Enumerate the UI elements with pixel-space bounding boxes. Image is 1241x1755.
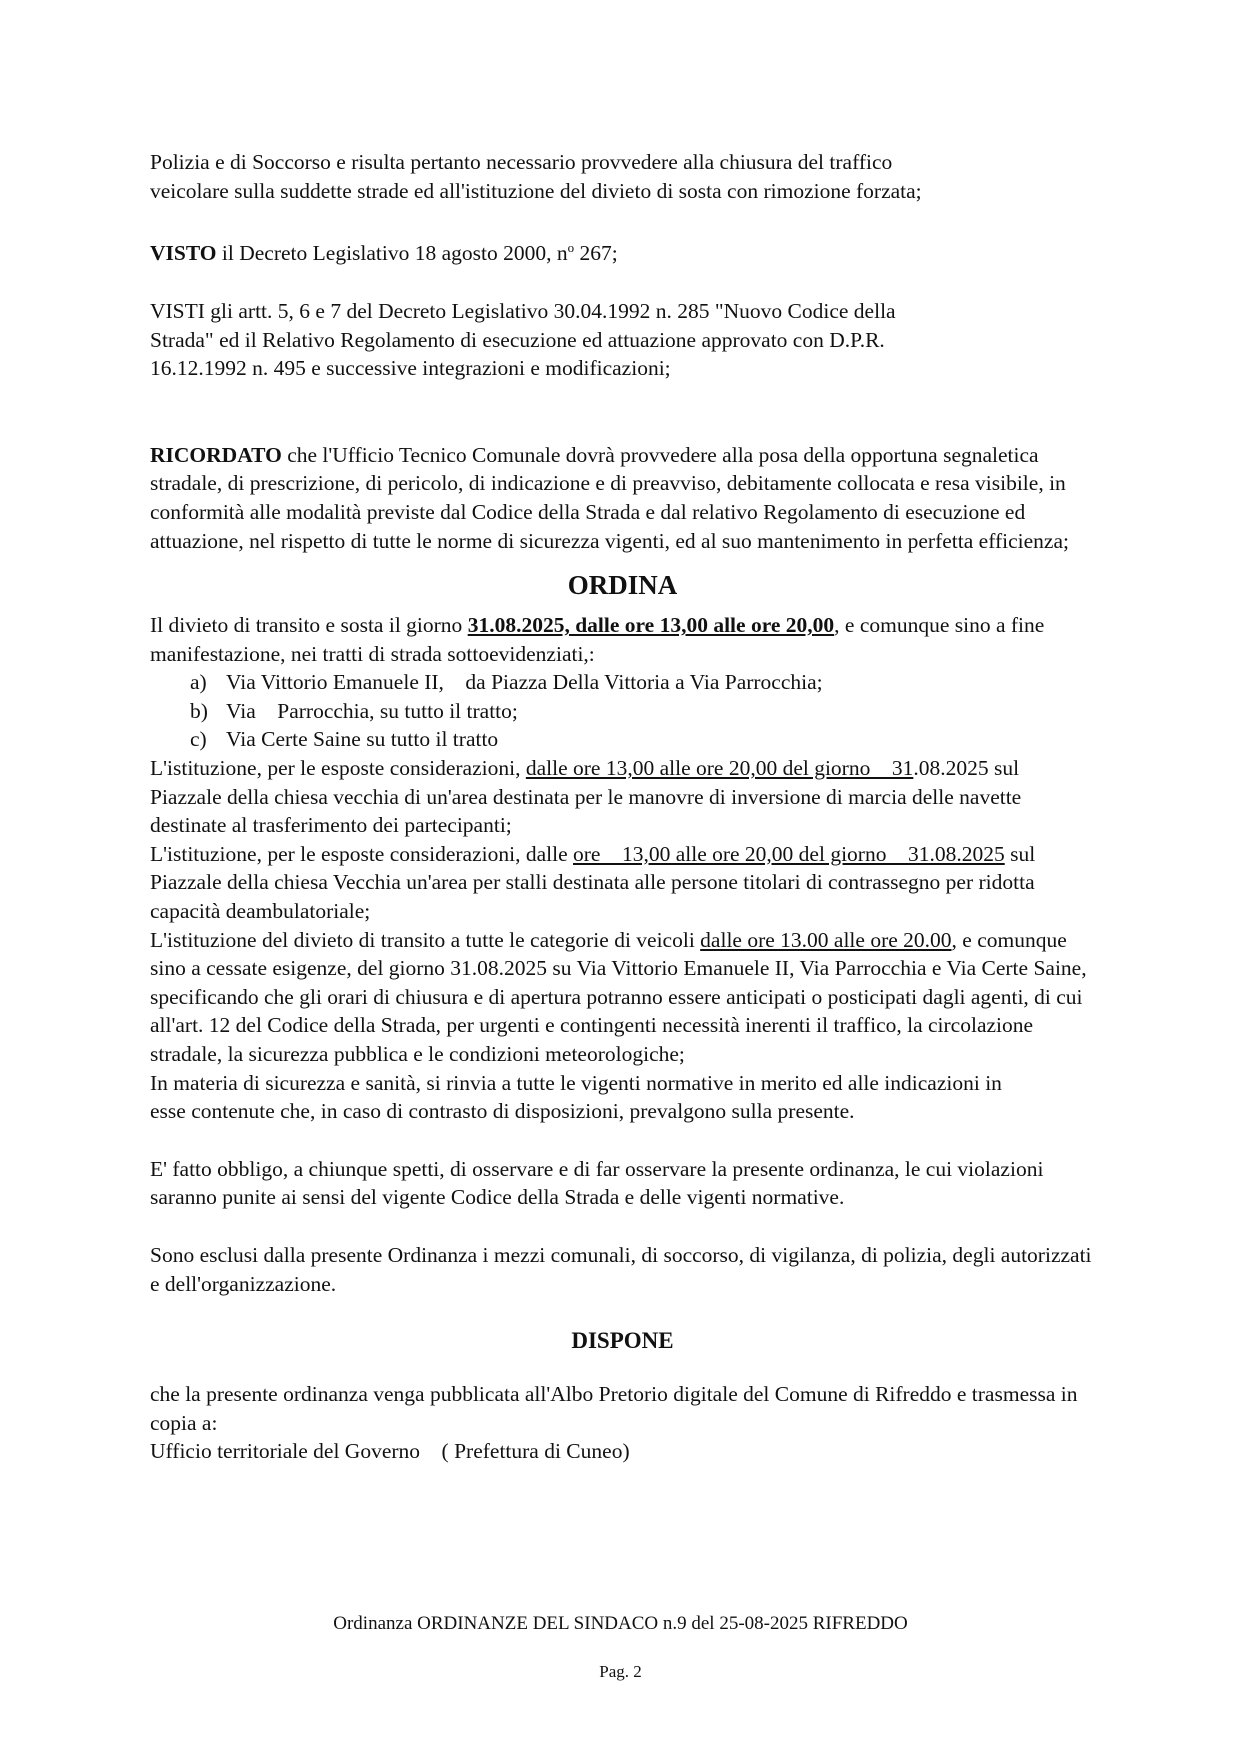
page-number: Pag. 2 [599, 1662, 642, 1681]
ordina-p4-underlined: dalle ore 13.00 alle ore 20.00 [700, 927, 952, 952]
visto-paragraph [150, 234, 1095, 268]
list-item-text: Via Parrocchia, su tutto il tratto; [226, 698, 518, 723]
dispone-paragraph-1: che la presente ordinanza venga pubblicata all'Albo Pretorio digitale del Comune di Rifreddo e trasmessa in copia a: [150, 1382, 1078, 1435]
visto-text-end: 267; [574, 241, 618, 266]
ordina-paragraph-4 [150, 926, 1095, 1069]
ordina-p4-post: , e comunque sino a cessate esigenze, del giorno 31.08.2025 su Via Vittorio Emanuele II, Via Parrocchia e Via Certe Saine, specificando che gli orari di chiusura e di apertura potranno essere anticipati o posticipati dagli agenti, di cui all'art. 12 del Codice della Strada, per urgenti e contingenti necessità inerenti il traffico, la circolazione stradale, la sicurezza pubblica e le condizioni meteorologiche; [150, 927, 1087, 1066]
document-body [150, 148, 1095, 1466]
ordina-p4-pre: L'istituzione del divieto di transito a tutte le categorie di veicoli [150, 927, 701, 952]
ordina-p2-pre: L'istituzione, per le esposte considerazioni, [150, 756, 526, 781]
ordina-p2-post: .08.2025 sul Piazzale della chiesa vecchia di un'area destinata per le manovre di inversione di marcia delle navette destinate al trasferimento dei partecipanti; [150, 756, 1022, 838]
list-item [150, 725, 1095, 754]
ordina-heading: ORDINA [567, 570, 678, 601]
footer-ordinance-reference: Ordinanza ORDINANZE DEL SINDACO n.9 del 25-08-2025 RIFREDDO [333, 1613, 908, 1634]
list-marker: a) [190, 670, 207, 695]
intro-line-2: veicolare sulla suddette strade ed all'istituzione del divieto di sosta con rimozione forzata; [150, 178, 922, 203]
street-list [150, 668, 1095, 754]
ordina-paragraph-2 [150, 754, 1095, 840]
ordina-paragraph-5: In materia di sicurezza e sanità, si rinvia a tutte le vigenti normative in merito ed alle indicazioni in esse contenute che, in caso di contrasto di disposizioni, prevalgono sulla presente. [150, 1070, 1002, 1124]
intro-line-1: Polizia e di Soccorso e risulta pertanto necessario provvedere alla chiusura del traffico [150, 150, 893, 174]
ricordato-paragraph [150, 441, 1095, 555]
ordina-paragraph-1 [150, 611, 1095, 668]
list-marker: c) [190, 727, 207, 752]
list-marker: b) [190, 698, 208, 723]
ordina-p2-underlined: dalle ore 13,00 alle ore 20,00 del giorno 31 [525, 756, 914, 781]
ordina-p3-post: sul Piazzale della chiesa Vecchia un'area per stalli destinata alle persone titolari di contrassegno per ridotta capacità deambulatoriale; [150, 841, 1036, 924]
visti-paragraph: VISTI gli artt. 5, 6 e 7 del Decreto Legislativo 30.04.1992 n. 285 "Nuovo Codice della Strada" ed il Relativo Regolamento di esecuzione ed attuazione approvato con D.P.R. 16.12.1992 n. 495 e successive integrazioni e modificazioni; [150, 298, 896, 381]
ricordato-keyword: RICORDATO [150, 442, 282, 467]
visto-text: il Decreto Legislativo 18 agosto 2000, n [216, 241, 568, 266]
dispone-heading: DISPONE [571, 1328, 674, 1354]
ordina-p1-post: , e comunque sino a fine manifestazione, nei tratti di strada sottoevidenziati,: [150, 613, 1045, 666]
list-item-text: Via Certe Saine su tutto il tratto [226, 727, 499, 752]
ordina-p3-pre: L'istituzione, per le esposte considerazioni, dalle [150, 841, 573, 866]
ordina-p1-date: 31.08.2025, dalle ore 13,00 alle ore 20,00 [467, 613, 835, 638]
ricordato-text: che l'Ufficio Tecnico Comunale dovrà provvedere alla posa della opportuna segnaletica stradale, di prescrizione, di pericolo, di indicazione e di preavviso, debitamente collocata e resa visibile, in conformità alle modalità previste dal Codice della Strada e dal relativo Regolamento di esecuzione ed attuazione, nel rispetto di tutte le norme di sicurezza vigenti, ed al suo mantenimento in perfetta efficienza; [150, 442, 1069, 553]
visto-keyword: VISTO [150, 241, 217, 266]
list-item [150, 668, 1095, 697]
intro-paragraph [150, 148, 1095, 205]
ordina-p3-underlined: ore 13,00 alle ore 20,00 del giorno 31.08.2025 [573, 841, 1005, 866]
ordina-p1-pre: Il divieto di transito e sosta il giorno [150, 613, 468, 638]
list-item-text: Via Vittorio Emanuele II, da Piazza Della Vittoria a Via Parrocchia; [226, 670, 823, 695]
dispone-paragraph-2: Ufficio territoriale del Governo ( Prefettura di Cuneo) [150, 1439, 630, 1464]
ordina-paragraph-6: E' fatto obbligo, a chiunque spetti, di osservare e di far osservare la presente ordinanza, le cui violazioni saranno punite ai sensi del vigente Codice della Strada e delle vigenti normative. [150, 1156, 1044, 1210]
ordina-paragraph-3 [150, 840, 1095, 926]
ordina-paragraph-7: Sono esclusi dalla presente Ordinanza i mezzi comunali, di soccorso, di vigilanza, di polizia, degli autorizzati e dell'organizzazione. [150, 1242, 1092, 1296]
visto-superscript: o [567, 240, 575, 256]
list-item [150, 697, 1095, 726]
